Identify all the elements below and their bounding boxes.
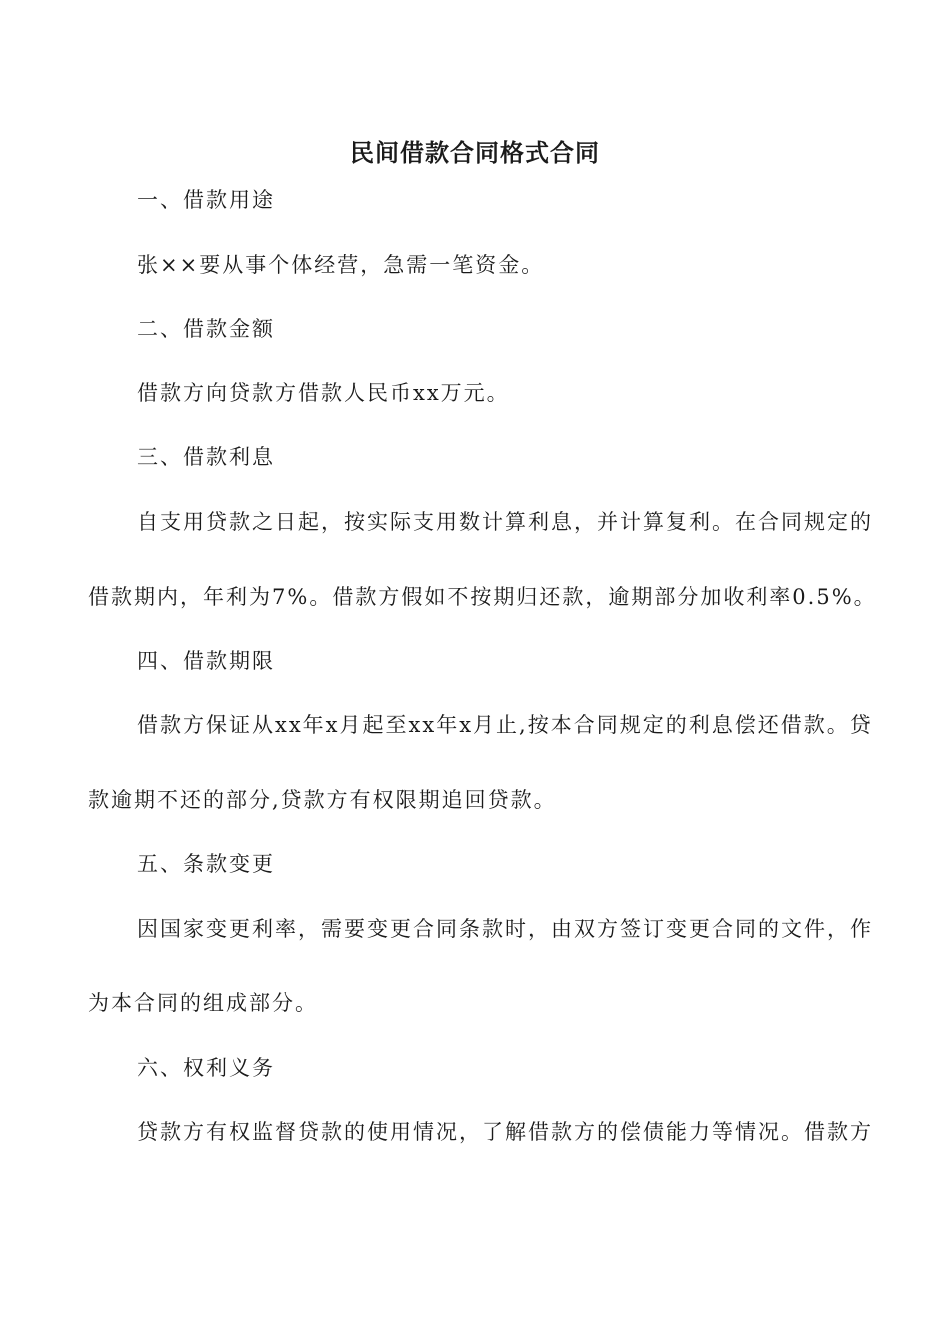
section-heading-changes: 五、条款变更: [137, 852, 275, 876]
paragraph-line: 借款期内，年利为7%。借款方假如不按期归还款，逾期部分加收利率0.5%。: [88, 585, 877, 609]
section-heading-amount: 二、借款金额: [137, 317, 275, 341]
section-heading-term: 四、借款期限: [137, 649, 275, 673]
paragraph-line: 贷款方有权监督贷款的使用情况，了解借款方的偿债能力等情况。借款方: [137, 1120, 873, 1144]
section-heading-interest: 三、借款利息: [137, 445, 275, 469]
section-heading-purpose: 一、借款用途: [137, 188, 275, 212]
paragraph-line: 因国家变更利率，需要变更合同条款时，由双方签订变更合同的文件，作: [137, 917, 873, 941]
paragraph-line: 借款方向贷款方借款人民币xx万元。: [137, 381, 510, 405]
paragraph-line: 自支用贷款之日起，按实际支用数计算利息，并计算复利。在合同规定的: [137, 510, 873, 534]
paragraph-line: 款逾期不还的部分,贷款方有权限期追回贷款。: [88, 788, 557, 812]
paragraph-line: 为本合同的组成部分。: [88, 991, 318, 1015]
section-heading-rights: 六、权利义务: [137, 1056, 275, 1080]
paragraph-line: 张××要从事个体经营，急需一笔资金。: [137, 253, 545, 277]
paragraph-line: 借款方保证从xx年x月起至xx年x月止,按本合同规定的利息偿还借款。贷: [137, 713, 873, 737]
document-title: 民间借款合同格式合同: [350, 138, 600, 167]
